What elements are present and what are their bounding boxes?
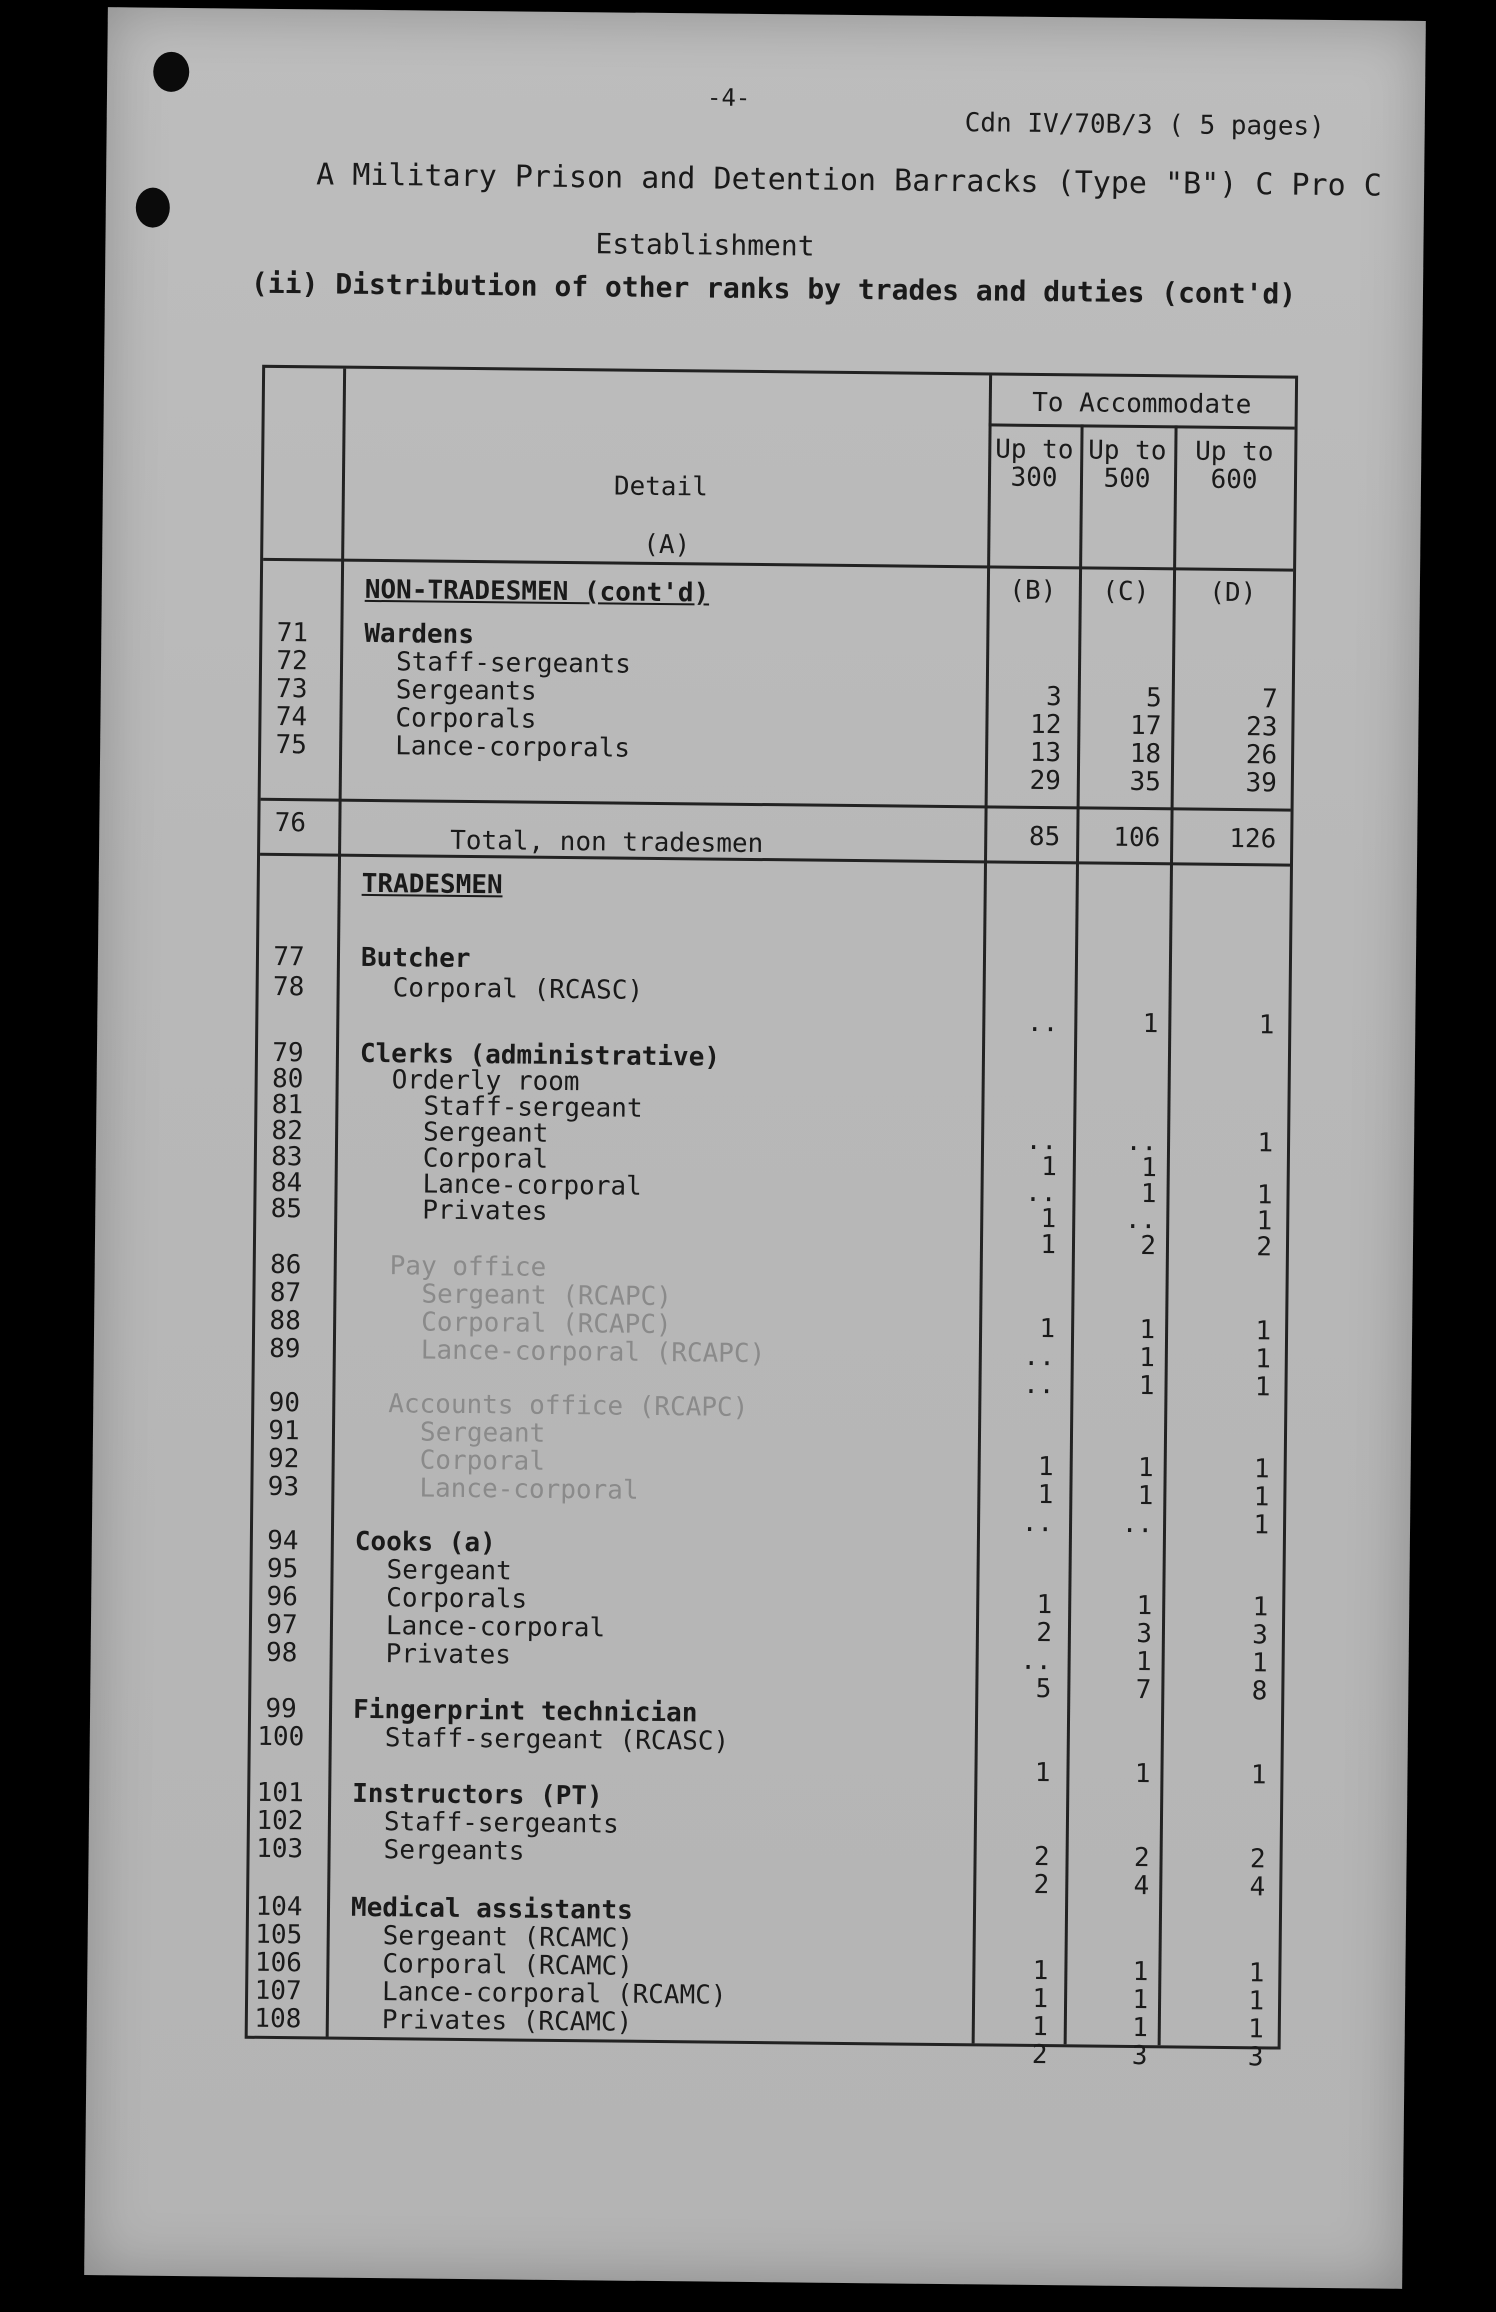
row-value-b: 1 — [1036, 1589, 1053, 1621]
row-value-b: 12 — [1029, 709, 1062, 741]
row-value-c: 3 — [1136, 1619, 1153, 1650]
row-value-d: 1 — [1258, 1010, 1275, 1041]
row-number: 104 — [255, 1891, 303, 1923]
row-value-b — [978, 1045, 1058, 1046]
col-c-header-line1: Up to — [1088, 435, 1167, 467]
row-value-c — [1078, 1072, 1158, 1073]
row-value-b: .. — [1023, 1341, 1055, 1373]
row-number: 102 — [256, 1805, 304, 1837]
row-number: 99 — [265, 1693, 297, 1725]
col-c-header — [1080, 436, 1175, 493]
row-value-c: 2 — [1140, 1231, 1157, 1262]
row-detail: Sergeant — [422, 1117, 549, 1149]
row-value-d: 1 — [1253, 1510, 1270, 1541]
row-detail: Staff-sergeants — [383, 1807, 619, 1840]
row-value-d — [1194, 1074, 1274, 1075]
row-detail: Fingerprint technician — [352, 1694, 698, 1729]
row-value-c: 35 — [1129, 766, 1162, 798]
row-number: 93 — [267, 1471, 300, 1503]
row-value-c: 18 — [1129, 738, 1162, 770]
row-value-d: 1 — [1256, 1180, 1273, 1211]
document-subtitle: Establishment — [595, 227, 815, 263]
row-value-d: 1 — [1252, 1592, 1269, 1623]
header-bottom-line — [263, 558, 1293, 572]
row-detail: Corporal — [422, 1143, 549, 1175]
row-value-c — [1079, 978, 1159, 979]
row-value-d: 2 — [1256, 1232, 1273, 1263]
row-value-d: 39 — [1245, 768, 1278, 799]
row-value-c: 3 — [1131, 2040, 1148, 2072]
row-number: 72 — [276, 645, 308, 677]
header-divider-accommodate — [989, 423, 1295, 429]
row-value-d: 23 — [1245, 712, 1278, 743]
row-detail: Privates (RCAMC) — [381, 2005, 633, 2038]
row-value-d: 4 — [1249, 1872, 1266, 1903]
row-value-b — [978, 1071, 1058, 1072]
row-value-b: 1 — [1037, 1451, 1054, 1483]
row-detail: Corporal (RCAPC) — [420, 1307, 672, 1341]
row-detail: Corporals — [395, 703, 537, 735]
row-number: 77 — [273, 941, 305, 973]
row-value-b: 2 — [1033, 1841, 1050, 1873]
row-detail: Butcher — [360, 942, 471, 975]
col-divider-d — [1158, 425, 1178, 2045]
document-title: A Military Prison and Detention Barracks (Type "B") C Pro C — [315, 157, 1382, 204]
row-number: 91 — [268, 1415, 300, 1447]
row-value-c: 1 — [1132, 1985, 1149, 2016]
row-value-c: 1 — [1140, 1179, 1157, 1210]
row-detail: Lance-corporal (RCAMC) — [381, 1977, 727, 2011]
row-number: 82 — [271, 1115, 303, 1147]
col-b-header — [988, 435, 1081, 492]
row-detail: Corporal (RCAMC) — [382, 1949, 634, 1982]
row-number: 96 — [266, 1581, 299, 1613]
row-number: 92 — [267, 1443, 300, 1475]
document-page — [84, 7, 1426, 2289]
row-value-d: 1 — [1253, 1454, 1270, 1485]
row-detail: Staff-sergeant (RCASC) — [384, 1723, 730, 1757]
col-b-header-line2: 300 — [1010, 462, 1058, 494]
detail-header: Detail — [613, 471, 708, 503]
row-detail: Wardens — [364, 618, 475, 651]
row-value-c: 1 — [1136, 1591, 1153, 1622]
row-value-b: 1 — [1040, 1203, 1057, 1235]
row-value-b: .. — [1021, 1507, 1054, 1539]
col-c-header-line2: 500 — [1103, 463, 1151, 495]
row-value-c: 1 — [1139, 1343, 1155, 1374]
row-value-d: 1 — [1257, 1128, 1274, 1159]
row-number: 90 — [268, 1387, 301, 1419]
row-value-c: 1 — [1139, 1315, 1156, 1346]
total-row-c: 106 — [1113, 822, 1161, 854]
row-value-c: 2 — [1133, 1843, 1150, 1874]
row-value-b: 29 — [1029, 765, 1062, 797]
row-number: 95 — [266, 1553, 299, 1585]
row-value-d: 1 — [1254, 1372, 1271, 1403]
col-d-letter: (D) — [1209, 577, 1257, 609]
row-value-b: .. — [1026, 1007, 1059, 1039]
row-detail: Lance-corporal — [385, 1611, 606, 1644]
section-nontradesmen: NON-TRADESMEN (cont'd) — [364, 574, 710, 609]
row-value-b: 2 — [1031, 2039, 1048, 2071]
row-value-c — [1078, 1046, 1158, 1047]
row-value-c: 1 — [1134, 1759, 1151, 1790]
row-value-d: 7 — [1261, 684, 1278, 715]
row-number: 97 — [266, 1609, 298, 1641]
total-row-number: 76 — [274, 807, 307, 839]
section-tradesmen: TRADESMEN — [361, 868, 503, 901]
row-value-c: 1 — [1135, 1647, 1152, 1678]
row-detail: Sergeant — [419, 1417, 546, 1449]
row-value-c: 1 — [1138, 1371, 1155, 1402]
row-number: 103 — [255, 1833, 304, 1865]
row-value-b: 1 — [1032, 1983, 1049, 2015]
row-number: 107 — [254, 1975, 302, 2007]
row-number: 89 — [269, 1333, 301, 1365]
row-number: 81 — [271, 1089, 304, 1121]
row-detail: Lance-corporal — [422, 1169, 642, 1202]
row-number: 71 — [276, 617, 309, 649]
row-detail: Cooks (a) — [354, 1526, 496, 1559]
row-value-d: 8 — [1251, 1676, 1268, 1707]
row-detail: Sergeant — [386, 1555, 512, 1587]
row-value-d: 1 — [1248, 1986, 1265, 2017]
col-d-header-line2: 600 — [1210, 464, 1258, 496]
row-detail: Staff-sergeants — [395, 647, 632, 680]
row-value-d: 2 — [1249, 1844, 1266, 1875]
row-value-b: 1 — [1034, 1757, 1051, 1789]
row-number: 100 — [257, 1721, 305, 1753]
row-value-d: 1 — [1250, 1760, 1267, 1791]
row-value-d — [1194, 1048, 1274, 1049]
row-value-d: 1 — [1253, 1482, 1270, 1513]
establishment-table — [245, 365, 1298, 2073]
row-value-c: .. — [1124, 1204, 1157, 1236]
row-value-c: 1 — [1132, 1957, 1149, 1988]
row-value-b: .. — [1025, 1125, 1058, 1157]
row-value-b: 2 — [1036, 1617, 1053, 1649]
row-value-d: 26 — [1245, 740, 1278, 771]
total-row-label: Total, non tradesmen — [450, 825, 764, 860]
total-row-d: 126 — [1229, 823, 1277, 855]
section-heading: (ii) Distribution of other ranks by trades and duties (cont'd) — [250, 266, 1297, 311]
row-detail: Accounts office (RCAPC) — [388, 1389, 749, 1423]
row-number: 78 — [272, 971, 305, 1003]
punch-hole-top — [153, 52, 189, 92]
total-bottom-line — [260, 853, 1290, 867]
row-value-d: 1 — [1255, 1316, 1272, 1347]
row-detail: Lance-corporals — [395, 731, 631, 764]
row-value-b: 1 — [1040, 1229, 1057, 1261]
row-detail: Instructors (PT) — [352, 1778, 603, 1812]
row-value-b: .. — [1020, 1645, 1052, 1677]
row-value-d: 1 — [1255, 1344, 1271, 1375]
row-value-c: 1 — [1137, 1453, 1154, 1484]
row-value-c: .. — [1125, 1126, 1158, 1158]
row-number: 86 — [269, 1249, 302, 1281]
accommodate-header: To Accommodate — [1032, 387, 1252, 421]
row-number: 105 — [255, 1919, 303, 1951]
row-value-d: 1 — [1247, 2014, 1264, 2045]
document-reference: Cdn IV/70B/3 ( 5 pages) — [964, 108, 1325, 142]
col-divider-num — [326, 369, 346, 2037]
row-number: 87 — [269, 1277, 302, 1309]
row-detail: Pay office — [389, 1251, 547, 1283]
row-value-d: 3 — [1252, 1620, 1269, 1651]
row-number: 85 — [270, 1193, 303, 1225]
row-value-c: 4 — [1133, 1871, 1150, 1902]
row-number: 75 — [275, 729, 308, 761]
col-d-header — [1174, 437, 1295, 494]
total-top-line — [261, 798, 1291, 812]
row-number: 83 — [271, 1141, 303, 1173]
row-value-d: 1 — [1256, 1206, 1273, 1237]
row-detail: Sergeant (RCAPC) — [421, 1279, 673, 1313]
row-value-b: 1 — [1032, 1955, 1049, 1987]
row-value-b: 1 — [1037, 1479, 1054, 1511]
total-row-b: 85 — [1028, 821, 1061, 853]
row-number: 79 — [272, 1037, 304, 1069]
row-number: 73 — [275, 673, 308, 705]
row-detail: Corporals — [386, 1583, 528, 1615]
row-value-d: 3 — [1247, 2042, 1264, 2073]
row-detail: Corporal — [419, 1445, 546, 1477]
row-value-c: 7 — [1135, 1675, 1152, 1706]
row-value-b: .. — [1025, 1177, 1057, 1209]
row-value-d: 1 — [1251, 1648, 1268, 1679]
row-value-c: .. — [1121, 1508, 1154, 1540]
row-value-c: 1 — [1137, 1481, 1154, 1512]
row-value-c: 1 — [1140, 1153, 1157, 1184]
row-number: 84 — [270, 1167, 303, 1199]
row-number: 94 — [267, 1525, 299, 1557]
row-value-d: 1 — [1248, 1958, 1265, 1989]
row-number: 101 — [256, 1777, 304, 1809]
row-detail: Medical assistants — [350, 1892, 633, 1926]
row-number: 106 — [254, 1947, 303, 1979]
row-value-b: 13 — [1029, 737, 1062, 769]
row-detail: Sergeants — [383, 1835, 525, 1867]
row-value-d — [1198, 628, 1278, 629]
col-d-header-line1: Up to — [1195, 436, 1274, 468]
row-detail: Orderly room — [391, 1065, 580, 1098]
row-number: 80 — [271, 1063, 304, 1095]
row-value-b: 1 — [1031, 2011, 1048, 2043]
row-detail: Lance-corporal (RCAPC) — [420, 1335, 766, 1370]
row-value-c: 1 — [1131, 2012, 1148, 2044]
row-detail: Lance-corporal — [419, 1473, 639, 1506]
col-a-label: (A) — [643, 529, 691, 561]
row-number: 98 — [265, 1637, 298, 1669]
row-detail: Sergeants — [395, 675, 537, 707]
row-value-b: 1 — [1041, 1151, 1057, 1183]
row-detail: Staff-sergeant — [423, 1091, 643, 1124]
row-value-b — [979, 977, 1059, 978]
row-detail: Privates — [422, 1195, 548, 1227]
row-number: 108 — [254, 2003, 302, 2035]
row-value-c — [1082, 626, 1162, 627]
row-value-b: 5 — [1035, 1673, 1052, 1705]
row-value-c: 5 — [1145, 683, 1162, 714]
row-value-b: .. — [1023, 1369, 1055, 1401]
row-value-b — [982, 625, 1062, 626]
row-detail: Sergeant (RCAMC) — [382, 1921, 634, 1954]
row-detail: Corporal (RCASC) — [392, 973, 644, 1006]
row-number: 88 — [269, 1305, 301, 1337]
col-c-letter: (C) — [1102, 576, 1150, 608]
page-number: -4- — [706, 83, 751, 112]
row-value-b: 2 — [1033, 1869, 1050, 1901]
row-detail: Privates — [385, 1639, 512, 1671]
row-detail: Clerks (administrative) — [359, 1038, 721, 1073]
row-value-c: 1 — [1142, 1009, 1159, 1040]
row-value-d — [1195, 980, 1275, 981]
col-b-letter: (B) — [1009, 575, 1057, 607]
row-value-b: 1 — [1039, 1313, 1056, 1345]
punch-hole-middle — [136, 187, 170, 227]
row-number: 74 — [275, 701, 308, 733]
col-b-header-line1: Up to — [995, 434, 1074, 466]
row-value-b: 3 — [1045, 682, 1062, 713]
row-value-c: 17 — [1129, 710, 1162, 742]
